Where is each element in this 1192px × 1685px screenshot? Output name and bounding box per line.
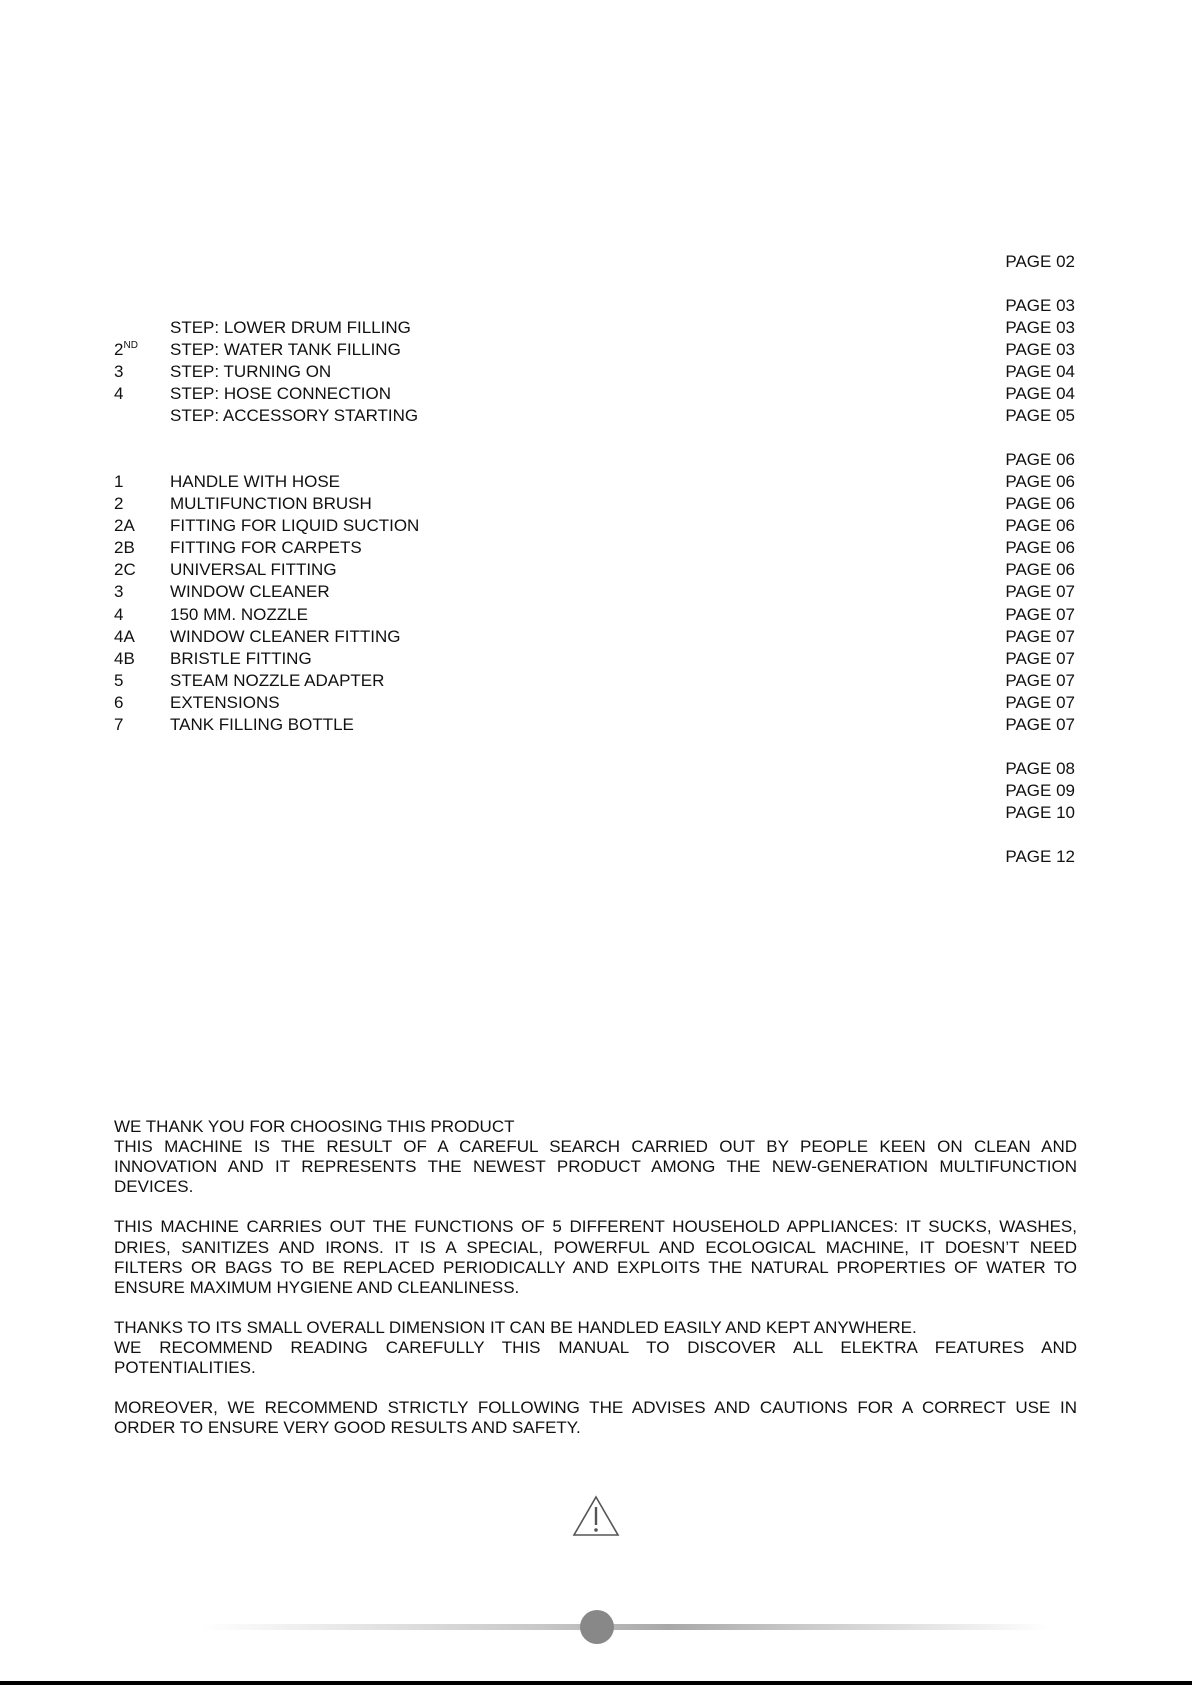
toc-label: MULTIFUNCTION BRUSH xyxy=(170,494,372,514)
toc-row xyxy=(114,670,1075,692)
intro-line: INNOVATION AND IT REPRESENTS THE NEWEST PRODUCT AMONG THE NEW-GENERATION MULTIFUNCTION xyxy=(114,1157,1077,1177)
toc-row xyxy=(114,692,1075,714)
toc-page-number: PAGE 07 xyxy=(1005,648,1075,668)
intro-line: MOREOVER, WE RECOMMEND STRICTLY FOLLOWING THE ADVISES AND CAUTIONS FOR A CORRECT USE IN xyxy=(114,1398,1077,1418)
toc-label: STEAM NOZZLE ADAPTER xyxy=(170,670,385,690)
warning-triangle-icon xyxy=(572,1495,620,1537)
footer-divider xyxy=(200,1624,1050,1630)
toc-page-number: PAGE 07 xyxy=(1005,692,1075,712)
toc-number-text: 5 xyxy=(114,670,124,690)
toc-number-text: 6 xyxy=(114,692,124,712)
toc-page-number: PAGE 07 xyxy=(1005,582,1075,602)
toc-number-text: 4 xyxy=(114,384,124,404)
intro-blank-line xyxy=(114,1298,1077,1318)
toc-row xyxy=(114,714,1075,736)
toc-label: STEP: WATER TANK FILLING xyxy=(170,340,401,360)
toc-number-text: 2A xyxy=(114,516,135,536)
toc-number-text: 4 xyxy=(114,604,124,624)
toc-label: 150 MM. NOZZLE xyxy=(170,604,308,624)
toc-page-number: PAGE 04 xyxy=(1005,362,1075,382)
toc-row xyxy=(114,339,1075,361)
toc-spacer xyxy=(114,824,1075,846)
toc-number-text: 2B xyxy=(114,538,135,558)
toc-label: WINDOW CLEANER xyxy=(170,582,330,602)
toc-row xyxy=(114,361,1075,383)
toc-label: STEP: TURNING ON xyxy=(170,362,332,382)
toc-row xyxy=(114,626,1075,648)
toc-page-number: PAGE 07 xyxy=(1005,670,1075,690)
toc-row xyxy=(114,449,1075,471)
toc-number xyxy=(114,339,138,361)
toc-page-number: PAGE 09 xyxy=(1005,780,1075,800)
intro-line: ENSURE MAXIMUM HYGIENE AND CLEANLINESS. xyxy=(114,1277,520,1297)
toc-number-text: 2C xyxy=(114,560,136,580)
toc-number xyxy=(114,559,136,581)
toc-row xyxy=(114,780,1075,802)
toc-label: STEP: ACCESSORY STARTING xyxy=(170,406,419,426)
toc-label: STEP: HOSE CONNECTION xyxy=(170,384,392,404)
toc-row xyxy=(114,537,1075,559)
toc-spacer xyxy=(114,273,1075,295)
toc-number xyxy=(114,714,123,736)
toc-number-text: 2 xyxy=(114,494,124,514)
intro-text xyxy=(114,1117,1077,1439)
toc-number-text: 2 xyxy=(114,340,124,360)
toc-spacer xyxy=(114,427,1075,449)
toc-label: HANDLE WITH HOSE xyxy=(170,472,341,492)
intro-line: FILTERS OR BAGS TO BE REPLACED PERIODICALLY AND EXPLOITS THE NATURAL PROPERTIES OF WATER TO xyxy=(114,1257,1077,1277)
toc-label: BRISTLE FITTING xyxy=(170,648,312,668)
toc-row xyxy=(114,295,1075,317)
toc-number xyxy=(114,581,123,603)
toc-number xyxy=(114,515,135,537)
toc-number xyxy=(114,692,123,714)
toc-page-number: PAGE 03 xyxy=(1005,296,1075,316)
toc-row xyxy=(114,317,1075,339)
toc-page-number: PAGE 06 xyxy=(1005,560,1075,580)
intro-line: WE RECOMMEND READING CAREFULLY THIS MANUAL TO DISCOVER ALL ELEKTRA FEATURES AND xyxy=(114,1338,1077,1358)
toc-number xyxy=(114,626,135,648)
intro-line: THIS MACHINE IS THE RESULT OF A CAREFUL SEARCH CARRIED OUT BY PEOPLE KEEN ON CLEAN AND xyxy=(114,1137,1077,1157)
toc-number xyxy=(114,670,123,692)
toc-spacer xyxy=(114,736,1075,758)
toc-page-number: PAGE 06 xyxy=(1005,494,1075,514)
intro-line: DRIES, SANITIZES AND IRONS. IT IS A SPECIAL, POWERFUL AND ECOLOGICAL MACHINE, IT DOESN’T NEED xyxy=(114,1237,1077,1257)
toc-number-text: 7 xyxy=(114,714,124,734)
intro-line: THIS MACHINE CARRIES OUT THE FUNCTIONS OF 5 DIFFERENT HOUSEHOLD APPLIANCES: IT SUCKS, WASHES, xyxy=(114,1217,1077,1237)
table-of-contents xyxy=(114,251,1075,868)
page-marker-dot xyxy=(580,1610,614,1644)
toc-row xyxy=(114,581,1075,603)
toc-number xyxy=(114,493,123,515)
toc-label: WINDOW CLEANER FITTING xyxy=(170,626,401,646)
toc-row xyxy=(114,383,1075,405)
toc-row xyxy=(114,493,1075,515)
intro-blank-line xyxy=(114,1197,1077,1217)
toc-row xyxy=(114,471,1075,493)
toc-page-number: PAGE 12 xyxy=(1005,846,1075,866)
toc-number xyxy=(114,383,123,405)
toc-page-number: PAGE 05 xyxy=(1005,406,1075,426)
toc-number-text: 1 xyxy=(114,472,124,492)
toc-number-text: 3 xyxy=(114,362,124,382)
toc-page-number: PAGE 06 xyxy=(1005,472,1075,492)
toc-row xyxy=(114,802,1075,824)
toc-page-number: PAGE 07 xyxy=(1005,626,1075,646)
toc-row xyxy=(114,515,1075,537)
intro-line: POTENTIALITIES. xyxy=(114,1358,256,1378)
toc-page-number: PAGE 08 xyxy=(1005,758,1075,778)
intro-line: WE THANK YOU FOR CHOOSING THIS PRODUCT xyxy=(114,1117,515,1136)
toc-label: EXTENSIONS xyxy=(170,692,280,712)
toc-page-number: PAGE 06 xyxy=(1005,450,1075,470)
toc-number-text: 4A xyxy=(114,626,135,646)
intro-line: THANKS TO ITS SMALL OVERALL DIMENSION IT CAN BE HANDLED EASILY AND KEPT ANYWHERE. xyxy=(114,1317,917,1337)
intro-line: DEVICES. xyxy=(114,1177,194,1197)
toc-page-number: PAGE 06 xyxy=(1005,516,1075,536)
toc-number xyxy=(114,648,135,670)
toc-number xyxy=(114,537,135,559)
toc-page-number: PAGE 06 xyxy=(1005,538,1075,558)
toc-label: TANK FILLING BOTTLE xyxy=(170,714,354,734)
toc-number xyxy=(114,471,123,493)
toc-number xyxy=(114,604,123,626)
toc-label: STEP: LOWER DRUM FILLING xyxy=(170,318,411,338)
toc-number-text: 3 xyxy=(114,582,124,602)
toc-page-number: PAGE 04 xyxy=(1005,384,1075,404)
toc-row xyxy=(114,758,1075,780)
toc-row xyxy=(114,251,1075,273)
toc-page-number: PAGE 07 xyxy=(1005,604,1075,624)
toc-row xyxy=(114,648,1075,670)
intro-blank-line xyxy=(114,1378,1077,1398)
intro-line: ORDER TO ENSURE VERY GOOD RESULTS AND SAFETY. xyxy=(114,1418,581,1438)
toc-number-suffix: ND xyxy=(123,340,138,352)
toc-page-number: PAGE 02 xyxy=(1005,252,1075,271)
toc-label: UNIVERSAL FITTING xyxy=(170,560,337,580)
toc-row xyxy=(114,405,1075,427)
toc-number xyxy=(114,361,123,383)
bottom-rule xyxy=(0,1681,1192,1685)
toc-number-text: 4B xyxy=(114,648,135,668)
toc-label: FITTING FOR CARPETS xyxy=(170,538,362,558)
toc-row xyxy=(114,604,1075,626)
toc-row xyxy=(114,559,1075,581)
toc-page-number: PAGE 03 xyxy=(1005,340,1075,360)
toc-label: FITTING FOR LIQUID SUCTION xyxy=(170,516,420,536)
toc-row xyxy=(114,846,1075,868)
toc-page-number: PAGE 10 xyxy=(1005,802,1075,822)
toc-page-number: PAGE 07 xyxy=(1005,714,1075,734)
toc-page-number: PAGE 03 xyxy=(1005,318,1075,338)
